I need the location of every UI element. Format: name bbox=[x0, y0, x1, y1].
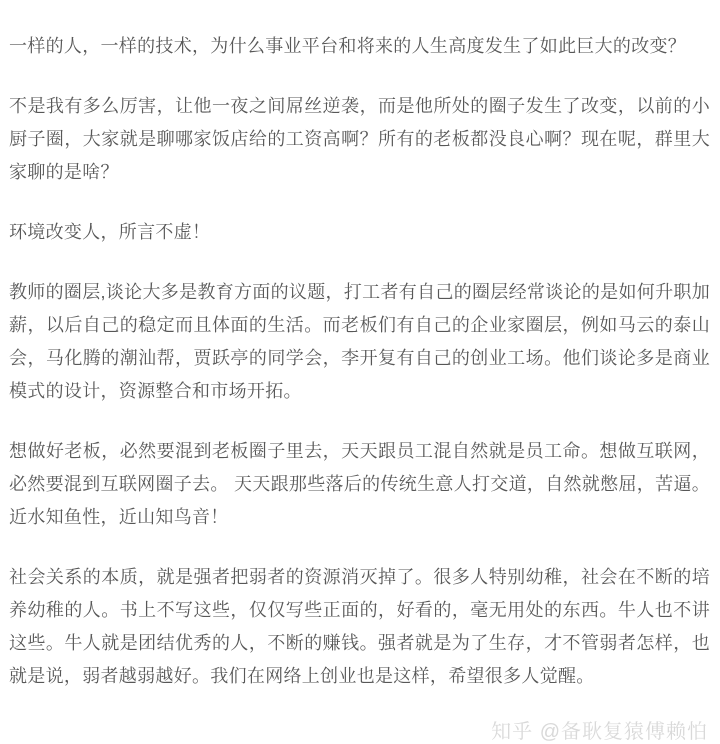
zhihu-watermark bbox=[0, 720, 720, 744]
paragraph: 社会关系的本质，就是强者把弱者的资源消灭掉了。很多人特别幼稚，社会在不断的培养幼稚的人。书上不写这些，仅仅写些正面的，好看的，毫无用处的东西。牛人也不讲这些。牛人就是团结优秀的人，不断的赚钱。强者就是为了生存，才不管弱者怎样，也就是说，弱者越弱越好。我们在网络上创业也是这样，希望很多人觉醒。 bbox=[9, 567, 710, 686]
watermark-handle: @备耿复猿傅赖怕 bbox=[539, 721, 708, 743]
paragraph: 不是我有多么厉害，让他一夜之间屌丝逆袭，而是他所处的圈子发生了改变，以前的小厨子圈，大家就是聊哪家饭店给的工资高啊？所有的老板都没良心啊？现在呢，群里大家聊的是啥？ bbox=[9, 96, 710, 182]
paragraph: 教师的圈层,谈论大多是教育方面的议题，打工者有自己的圈层经常谈论的是如何升职加薪，以后自己的稳定而且体面的生活。而老板们有自己的企业家圈层，例如马云的泰山会，马化腾的潮汕帮，贾跃亭的同学会，李开复有自己的创业工场。他们谈论多是商业模式的设计，资源整合和市场开拓。 bbox=[9, 282, 710, 401]
paragraph: 一样的人，一样的技术，为什么事业平台和将来的人生高度发生了如此巨大的改变？ bbox=[9, 36, 687, 56]
paragraph: 环境改变人，所言不虚！ bbox=[9, 222, 211, 242]
paragraph: 想做好老板，必然要混到老板圈子里去，天天跟员工混自然就是员工命。想做互联网，必然要混到互联网圈子去。 天天跟那些落后的传统生意人打交道，自然就憋屈，苦逼。近水知鱼性，近山知鸟音！ bbox=[9, 441, 710, 527]
watermark-brand: 知乎 bbox=[491, 721, 534, 743]
